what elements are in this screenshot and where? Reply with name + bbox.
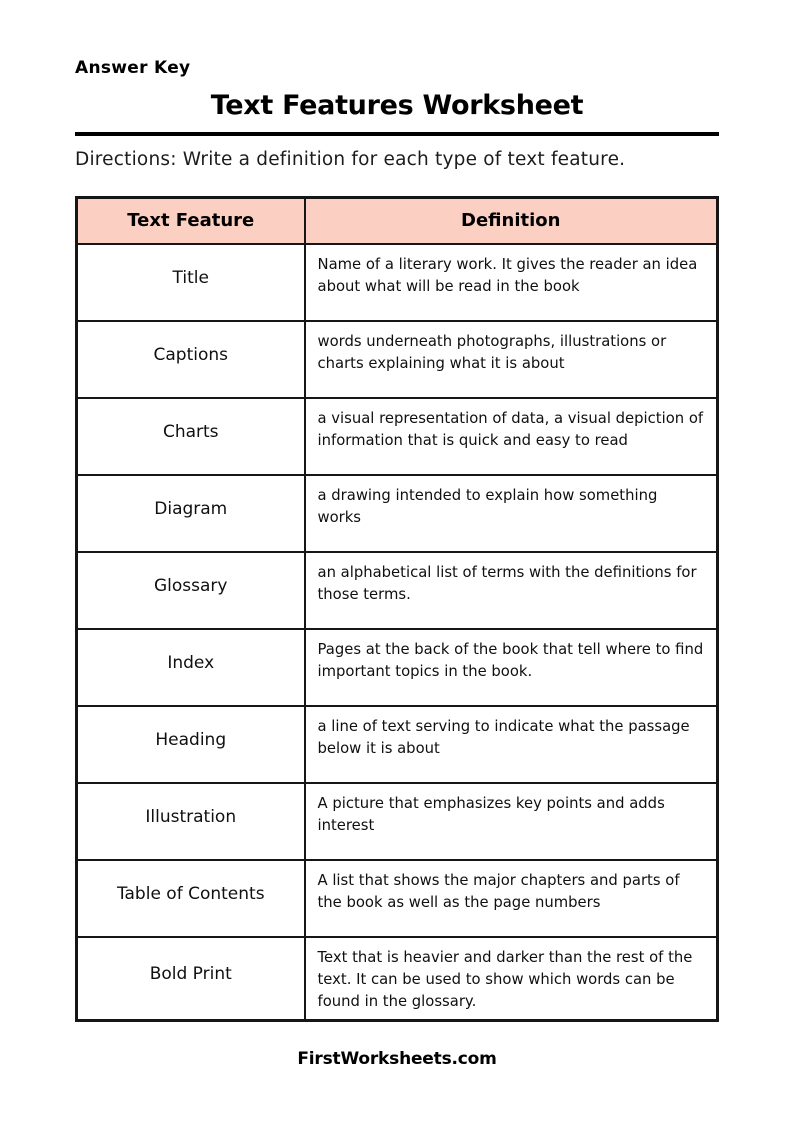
feature-cell: Table of Contents bbox=[77, 860, 305, 937]
feature-cell: Charts bbox=[77, 398, 305, 475]
table-row bbox=[77, 552, 718, 629]
feature-cell: Title bbox=[77, 244, 305, 321]
definition-cell: Text that is heavier and darker than the rest of the text. It can be used to show which words can be found in the glossary. bbox=[305, 937, 718, 1021]
page-title: Text Features Worksheet bbox=[210, 90, 584, 121]
table-row bbox=[77, 629, 718, 706]
feature-cell: Glossary bbox=[77, 552, 305, 629]
table-body bbox=[77, 244, 718, 1021]
table-row bbox=[77, 398, 718, 475]
definition-cell: A list that shows the major chapters and parts of the book as well as the page numbers bbox=[305, 860, 718, 937]
feature-cell: Heading bbox=[77, 706, 305, 783]
table-row bbox=[77, 321, 718, 398]
text-features-table bbox=[75, 196, 719, 1022]
table-row bbox=[77, 937, 718, 1021]
feature-cell: Diagram bbox=[77, 475, 305, 552]
table-header bbox=[77, 198, 718, 244]
definition-cell: a visual representation of data, a visual depiction of information that is quick and easy to read bbox=[305, 398, 718, 475]
feature-cell: Illustration bbox=[77, 783, 305, 860]
definition-cell: a drawing intended to explain how something works bbox=[305, 475, 718, 552]
definition-cell: words underneath photographs, illustrations or charts explaining what it is about bbox=[305, 321, 718, 398]
definition-cell: Pages at the back of the book that tell where to find important topics in the book. bbox=[305, 629, 718, 706]
definition-cell: a line of text serving to indicate what the passage below it is about bbox=[305, 706, 718, 783]
definition-cell: an alphabetical list of terms with the definitions for those terms. bbox=[305, 552, 718, 629]
feature-cell: Captions bbox=[77, 321, 305, 398]
feature-cell: Bold Print bbox=[77, 937, 305, 1021]
definition-cell: A picture that emphasizes key points and adds interest bbox=[305, 783, 718, 860]
column-header-definition: Definition bbox=[305, 198, 718, 244]
title-divider bbox=[75, 132, 719, 136]
table-row bbox=[77, 244, 718, 321]
footer-site-name: FirstWorksheets.com bbox=[297, 1049, 497, 1070]
column-header-text-feature: Text Feature bbox=[77, 198, 305, 244]
feature-cell: Index bbox=[77, 629, 305, 706]
answer-key-label: Answer Key bbox=[75, 58, 191, 78]
directions-text: Directions: Write a definition for each type of text feature. bbox=[75, 149, 626, 170]
table-row bbox=[77, 475, 718, 552]
table-row bbox=[77, 860, 718, 937]
definition-cell: Name of a literary work. It gives the reader an idea about what will be read in the book bbox=[305, 244, 718, 321]
table-row bbox=[77, 783, 718, 860]
table-row bbox=[77, 706, 718, 783]
table-header-row bbox=[77, 198, 718, 244]
